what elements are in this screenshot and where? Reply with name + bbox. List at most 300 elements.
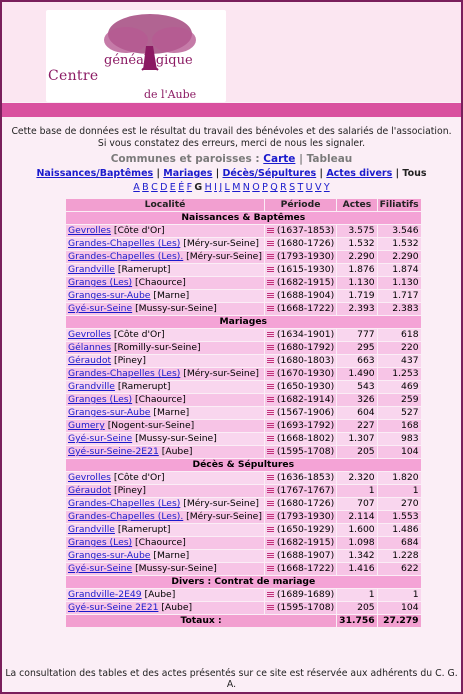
period-value: (1668-1802) [276, 433, 335, 444]
logo-text-aube: de l'Aube [144, 88, 197, 101]
footer-notice: La consultation des tables et des actes présentés sur ce site est réservée aux adhérents du C. G. A. [5, 668, 458, 690]
col-actes: Actes [337, 199, 376, 211]
cell-periode [265, 394, 336, 406]
register-icon[interactable] [267, 397, 274, 403]
period-value: (1615-1930) [276, 264, 335, 275]
letter-link[interactable]: P [262, 182, 268, 193]
letter-item [142, 182, 149, 193]
letter-link[interactable]: F [186, 182, 193, 193]
letter-link[interactable]: S [289, 182, 296, 193]
cell-periode [265, 537, 336, 549]
cell-localite [66, 550, 264, 562]
table-row [66, 563, 421, 575]
commune-canton: [Piney] [113, 485, 146, 496]
cell-periode [265, 524, 336, 536]
commune-link[interactable]: Grandes-Chapelles (Les). [68, 511, 184, 522]
commune-link[interactable]: Grandes-Chapelles (Les) [68, 368, 181, 379]
table-header-row [66, 199, 421, 211]
period-value: (1668-1722) [276, 563, 335, 574]
period-value: (1688-1904) [276, 290, 335, 301]
cell-filiatifs: 1.820 [378, 472, 421, 484]
cell-actes: 663 [337, 355, 376, 367]
letter-link[interactable]: Q [270, 182, 278, 193]
cell-periode [265, 407, 336, 419]
letter-link[interactable]: M [232, 182, 241, 193]
commune-link[interactable]: Granges-sur-Aube [68, 550, 151, 561]
commune-link[interactable]: Granges (Les) [68, 277, 133, 288]
letter-link[interactable]: U [305, 182, 313, 193]
letter-link[interactable]: R [280, 182, 287, 193]
cell-periode [265, 368, 336, 380]
commune-link[interactable]: Gevrolles [68, 225, 111, 236]
cell-localite [66, 524, 264, 536]
commune-link[interactable]: Gyé-sur-Seine [68, 433, 133, 444]
table-row [66, 329, 421, 341]
register-icon[interactable] [267, 514, 274, 520]
commune-link[interactable]: Granges (Les) [68, 394, 133, 405]
letter-item [133, 182, 140, 193]
commune-link[interactable]: Gumery [68, 420, 105, 431]
cell-periode [265, 225, 336, 237]
cell-actes: 326 [337, 394, 376, 406]
view-switcher [2, 153, 461, 165]
cell-actes: 1.130 [337, 277, 376, 289]
commune-canton: [Chaource] [135, 277, 186, 288]
cell-localite [66, 433, 264, 445]
letter-link[interactable]: J [219, 182, 223, 193]
register-icon[interactable] [267, 293, 274, 299]
commune-canton: [Ramerupt] [117, 524, 171, 535]
cell-periode [265, 238, 336, 250]
letter-item [280, 182, 287, 193]
cell-localite [66, 264, 264, 276]
cell-periode [265, 355, 336, 367]
cell-filiatifs: 527 [378, 407, 421, 419]
register-icon[interactable] [267, 488, 274, 494]
table-row [66, 537, 421, 549]
register-icon[interactable] [267, 280, 274, 286]
commune-canton: [Méry-sur-Seine] [186, 511, 262, 522]
letter-current: G [194, 182, 203, 193]
cell-actes: 2.290 [337, 251, 376, 263]
period-value: (1680-1803) [276, 355, 335, 366]
cell-localite [66, 563, 264, 575]
letter-item [214, 182, 217, 193]
table-row [66, 407, 421, 419]
cell-localite [66, 485, 264, 497]
letter-item [315, 182, 322, 193]
register-icon[interactable] [267, 345, 274, 351]
letter-item [170, 182, 176, 193]
letter-item [187, 182, 192, 193]
filter-naissances[interactable]: Naissances/Baptêmes [36, 168, 154, 179]
cell-periode [265, 433, 336, 445]
cell-filiatifs: 1.228 [378, 550, 421, 562]
period-value: (1595-1708) [276, 602, 335, 613]
table-row [66, 472, 421, 484]
period-value: (1595-1708) [276, 446, 335, 457]
period-value: (1767-1767) [276, 485, 335, 496]
commune-canton: [Marne] [153, 290, 190, 301]
cell-filiatifs: 168 [378, 420, 421, 432]
cell-periode [265, 498, 336, 510]
section-row [66, 576, 421, 588]
cell-periode [265, 472, 336, 484]
period-value: (1680-1792) [276, 342, 335, 353]
letter-link[interactable]: O [252, 182, 260, 193]
table-row [66, 277, 421, 289]
cell-periode [265, 550, 336, 562]
filter-tous: Tous [402, 168, 427, 179]
register-icon[interactable] [267, 228, 274, 234]
cell-periode [265, 381, 336, 393]
cell-periode [265, 342, 336, 354]
cell-localite [66, 602, 264, 614]
commune-canton: [Chaource] [135, 537, 186, 548]
cell-periode [265, 420, 336, 432]
register-icon[interactable] [267, 384, 274, 390]
col-filiatifs: Filiatifs [379, 199, 419, 210]
letter-link[interactable]: É [178, 182, 185, 193]
cell-filiatifs: 1.253 [378, 368, 421, 380]
cell-actes: 205 [337, 602, 376, 614]
filter-deces[interactable]: Décès/Sépultures [222, 168, 317, 179]
letter-link[interactable]: H [204, 182, 212, 193]
commune-canton: [Marne] [153, 407, 190, 418]
period-value: (1636-1853) [276, 472, 335, 483]
period-value: (1680-1726) [276, 498, 335, 509]
table-row [66, 420, 421, 432]
table-row [66, 589, 421, 601]
cell-filiatifs: 2.383 [378, 303, 421, 315]
letter-item [306, 182, 313, 193]
cga-logo[interactable] [46, 10, 226, 102]
register-icon[interactable] [267, 371, 274, 377]
commune-canton: [Mussy-sur-Seine] [135, 303, 217, 314]
cell-filiatifs: 104 [378, 602, 421, 614]
period-value: (1682-1915) [276, 537, 335, 548]
commune-canton: [Mussy-sur-Seine] [135, 433, 217, 444]
commune-link[interactable]: Gevrolles [68, 329, 111, 340]
table-row [66, 511, 421, 523]
cell-filiatifs: 259 [378, 394, 421, 406]
cell-actes: 1.719 [337, 290, 376, 302]
cell-localite [66, 537, 264, 549]
table-row [66, 446, 421, 458]
header-band [2, 103, 461, 117]
table-row [66, 485, 421, 497]
period-value: (1668-1722) [276, 303, 335, 314]
section-title: Décès & Sépultures [66, 459, 421, 471]
register-icon[interactable] [267, 566, 274, 572]
commune-link[interactable]: Gyé-sur-Seine-2E21 [68, 446, 159, 457]
table-row [66, 368, 421, 380]
cell-localite [66, 498, 264, 510]
letter-item [178, 182, 184, 193]
letter-link[interactable]: B [142, 182, 149, 193]
commune-canton: [Marne] [153, 550, 190, 561]
cell-localite [66, 355, 264, 367]
cell-filiatifs: 1.874 [378, 264, 421, 276]
section-row [66, 316, 421, 328]
commune-canton: [Méry-sur-Seine] [186, 251, 262, 262]
period-value: (1688-1907) [276, 550, 335, 561]
period-value: (1793-1930) [276, 251, 335, 262]
commune-link[interactable]: Gyé-sur-Seine [68, 563, 133, 574]
cell-actes: 1.532 [337, 238, 376, 250]
cell-periode [265, 329, 336, 341]
register-icon[interactable] [267, 410, 274, 416]
site-header [2, 2, 461, 102]
cell-actes: 1.307 [337, 433, 376, 445]
table-row [66, 303, 421, 315]
register-icon[interactable] [267, 241, 274, 247]
commune-link[interactable]: Géraudot [68, 355, 112, 366]
cell-localite [66, 290, 264, 302]
table-row [66, 550, 421, 562]
period-value: (1650-1929) [276, 524, 335, 535]
letter-item [324, 182, 330, 193]
cell-actes: 604 [337, 407, 376, 419]
filter-mariages[interactable]: Mariages [163, 168, 213, 179]
cell-localite [66, 342, 264, 354]
commune-canton: [Méry-sur-Seine] [183, 238, 259, 249]
cell-periode [265, 277, 336, 289]
totals-row [66, 615, 421, 627]
letter-link[interactable]: C [151, 182, 158, 193]
commune-link[interactable]: Gyé-sur-Seine [68, 303, 133, 314]
letter-link[interactable]: V [315, 182, 322, 193]
cell-filiatifs: 469 [378, 381, 421, 393]
register-icon[interactable] [267, 449, 274, 455]
cell-localite [66, 225, 264, 237]
cell-localite [66, 407, 264, 419]
table-row [66, 290, 421, 302]
commune-link[interactable]: Gyé-sur-Seine 2E21 [68, 602, 159, 613]
cell-filiatifs: 437 [378, 355, 421, 367]
commune-link[interactable]: Gevrolles [68, 472, 111, 483]
commune-canton: [Chaource] [135, 394, 186, 405]
register-icon[interactable] [267, 423, 274, 429]
register-icon[interactable] [267, 436, 274, 442]
commune-canton: [Aube] [144, 589, 176, 600]
logo-text-centre: Centre [48, 68, 99, 84]
cell-actes: 3.575 [337, 225, 376, 237]
commune-link[interactable]: Grandville [68, 381, 115, 392]
period-value: (1567-1906) [276, 407, 335, 418]
cell-localite [66, 589, 264, 601]
table-row [66, 342, 421, 354]
cell-actes: 2.320 [337, 472, 376, 484]
table-row [66, 381, 421, 393]
section-title: Divers : Contrat de mariage [66, 576, 421, 588]
letter-link[interactable]: Y [323, 182, 330, 193]
section-row [66, 459, 421, 471]
commune-canton: [Mussy-sur-Seine] [135, 563, 217, 574]
commune-canton: [Piney] [113, 355, 146, 366]
period-value: (1689-1689) [276, 589, 335, 600]
category-filter: Naissances/Baptêmes | Mariages | Décès/Sépultures | Actes divers | Tous [36, 168, 427, 179]
commune-link[interactable]: Grandes-Chapelles (Les) [68, 498, 181, 509]
filter-divers[interactable]: Actes divers [326, 168, 393, 179]
cell-filiatifs: 220 [378, 342, 421, 354]
cell-localite [66, 238, 264, 250]
cell-periode [265, 303, 336, 315]
period-value: (1693-1792) [276, 420, 335, 431]
cell-periode [265, 290, 336, 302]
register-icon[interactable] [267, 527, 274, 533]
commune-canton: [Romilly-sur-Seine] [113, 342, 201, 353]
cell-periode [265, 251, 336, 263]
commune-link[interactable]: Grandes-Chapelles (Les). [68, 251, 184, 262]
intro-line-1: Cette base de données est le résultat du travail des bénévoles et des salariés de l'association. [11, 126, 452, 137]
results-table [65, 198, 422, 628]
cell-periode [265, 589, 336, 601]
table-row [66, 602, 421, 614]
letter-link[interactable]: D [160, 182, 168, 193]
cell-actes: 227 [337, 420, 376, 432]
carte-link[interactable]: Carte [263, 153, 296, 165]
cell-actes: 777 [337, 329, 376, 341]
cell-actes: 1.600 [337, 524, 376, 536]
register-icon[interactable] [267, 358, 274, 364]
register-icon[interactable] [267, 592, 274, 598]
totals-filiatifs: 27.279 [378, 615, 421, 627]
commune-link[interactable]: Grandes-Chapelles (Les) [68, 238, 181, 249]
col-localite: Localité [66, 199, 264, 211]
letter-item [232, 182, 240, 193]
letter-item [243, 182, 250, 193]
commune-canton: [Côte d'Or] [113, 225, 165, 236]
cell-filiatifs: 104 [378, 446, 421, 458]
cell-localite [66, 446, 264, 458]
cell-filiatifs: 1.717 [378, 290, 421, 302]
letter-item [262, 182, 268, 193]
commune-link[interactable]: Gélannes [68, 342, 112, 353]
letter-item [270, 182, 277, 193]
col-periode: Période [265, 199, 336, 211]
period-value: (1634-1901) [276, 329, 335, 340]
cell-filiatifs: 2.290 [378, 251, 421, 263]
period-value: (1793-1930) [276, 511, 335, 522]
letter-link[interactable]: L [224, 182, 230, 193]
cell-filiatifs: 684 [378, 537, 421, 549]
cell-actes: 1.098 [337, 537, 376, 549]
register-icon[interactable] [267, 306, 274, 312]
cell-localite [66, 394, 264, 406]
commune-canton: [Méry-sur-Seine] [183, 498, 259, 509]
cell-filiatifs: 1.130 [378, 277, 421, 289]
cell-filiatifs: 1.486 [378, 524, 421, 536]
commune-link[interactable]: Grandville [68, 264, 115, 275]
cell-periode [265, 485, 336, 497]
section-title: Naissances & Baptêmes [66, 212, 421, 224]
table-row [66, 251, 421, 263]
cell-localite [66, 303, 264, 315]
register-icon[interactable] [267, 267, 274, 273]
register-icon[interactable] [267, 501, 274, 507]
letter-link[interactable]: T [297, 182, 304, 193]
letter-item [252, 182, 259, 193]
cell-filiatifs: 622 [378, 563, 421, 575]
cell-actes: 2.393 [337, 303, 376, 315]
cell-filiatifs: 1.553 [378, 511, 421, 523]
commune-canton: [Ramerupt] [117, 264, 171, 275]
period-value: (1682-1914) [276, 394, 335, 405]
commune-link[interactable]: Grandville-2E49 [68, 589, 142, 600]
cell-periode [265, 602, 336, 614]
table-row [66, 225, 421, 237]
intro-line-2: Si vous constatez des erreurs, merci de nous les signaler. [97, 138, 366, 149]
register-icon[interactable] [267, 553, 274, 559]
table-row [66, 238, 421, 250]
cell-actes: 707 [337, 498, 376, 510]
register-icon[interactable] [267, 540, 274, 546]
cell-actes: 1.416 [337, 563, 376, 575]
commune-link[interactable]: Granges (Les) [68, 537, 133, 548]
commune-link[interactable]: Granges-sur-Aube [68, 290, 151, 301]
period-value: (1670-1930) [276, 368, 335, 379]
cell-localite [66, 420, 264, 432]
logo-text-genealogique: généalogique [104, 53, 193, 68]
tableau-label: Tableau [306, 153, 353, 165]
cell-filiatifs: 1 [378, 485, 421, 497]
commune-canton: [Côte d'Or] [113, 329, 165, 340]
period-value: (1637-1853) [276, 225, 335, 236]
letter-link[interactable]: E [169, 182, 176, 193]
section-row [66, 212, 421, 224]
table-row [66, 433, 421, 445]
table-row [66, 524, 421, 536]
totals-actes: 31.756 [339, 615, 375, 626]
commune-link[interactable]: Grandville [68, 524, 115, 535]
commune-canton: [Ramerupt] [117, 381, 171, 392]
table-row [66, 355, 421, 367]
letter-item [205, 182, 212, 193]
letter-link[interactable]: I [214, 182, 217, 193]
table-row [66, 264, 421, 276]
letter-item [219, 182, 222, 193]
cell-filiatifs: 1 [378, 589, 421, 601]
switcher-separator: | [299, 153, 303, 165]
period-value: (1680-1726) [276, 238, 335, 249]
period-value: (1682-1915) [276, 277, 335, 288]
commune-canton: [Aube] [161, 446, 193, 457]
letter-item [151, 182, 158, 193]
cell-periode [265, 563, 336, 575]
register-icon[interactable] [267, 254, 274, 260]
register-icon[interactable] [267, 475, 274, 481]
commune-link[interactable]: Granges-sur-Aube [68, 407, 151, 418]
cell-filiatifs: 983 [378, 433, 421, 445]
cell-localite [66, 251, 264, 263]
cell-localite [66, 472, 264, 484]
register-icon[interactable] [267, 332, 274, 338]
table-row [66, 498, 421, 510]
cell-filiatifs: 1.532 [378, 238, 421, 250]
cell-localite [66, 368, 264, 380]
register-icon[interactable] [267, 605, 274, 611]
commune-link[interactable]: Géraudot [68, 485, 112, 496]
commune-canton: [Méry-sur-Seine] [183, 368, 259, 379]
cell-actes: 1.490 [337, 368, 376, 380]
letter-link[interactable]: A [133, 182, 140, 193]
cell-periode [265, 511, 336, 523]
cell-actes: 1.876 [337, 264, 376, 276]
cell-actes: 1.342 [337, 550, 376, 562]
letter-link[interactable]: N [242, 182, 250, 193]
cell-localite [66, 511, 264, 523]
